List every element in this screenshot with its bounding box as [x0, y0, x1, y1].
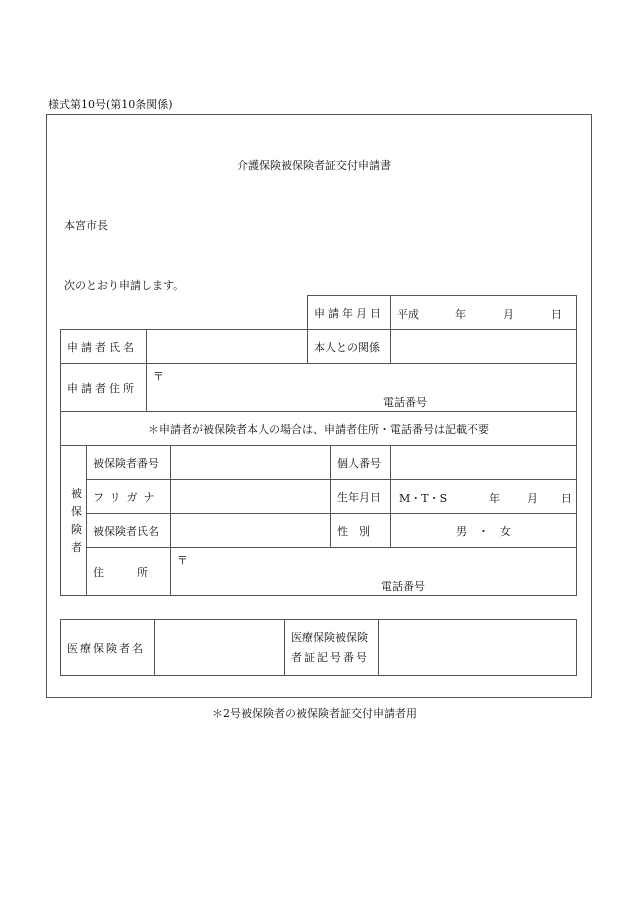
application-day-unit: 日: [551, 308, 562, 321]
application-month-unit: 月: [503, 308, 514, 321]
insured-number-label: 被保険者番号: [87, 446, 171, 480]
application-era: 平成: [397, 308, 419, 321]
medical-card-label-line1: 医療保険被保険: [291, 630, 368, 644]
relation-label: 本人との関係: [308, 330, 391, 364]
application-date-field[interactable]: [391, 296, 577, 330]
application-date-table: [307, 295, 577, 330]
medical-card-label: [285, 620, 379, 676]
intro-text: 次のとおり申請します。: [64, 279, 185, 292]
insured-section-char: 保: [71, 504, 82, 518]
insured-section-char: 険: [71, 522, 82, 536]
insured-section-char: 被: [71, 486, 82, 500]
insured-table: [60, 445, 577, 596]
medical-card-field[interactable]: [379, 620, 577, 676]
insured-name-label: 被保険者氏名: [87, 514, 171, 548]
birthdate-day-unit: 日: [561, 492, 572, 505]
insured-number-field[interactable]: [171, 446, 331, 480]
sex-options[interactable]: 男 ・ 女: [391, 514, 577, 548]
insured-section-label: [61, 446, 87, 596]
applicant-name-field[interactable]: [147, 330, 308, 364]
applicant-address-label: 申請者住所: [61, 364, 147, 412]
medical-insurer-label: 医療保険者名: [61, 620, 155, 676]
medical-table: [60, 619, 577, 676]
insured-address-field[interactable]: [171, 548, 577, 596]
form-number: 様式第10号(第10条関係): [48, 98, 173, 111]
form-title: 介護保険被保険者証交付申請書: [237, 159, 391, 172]
personal-number-label: 個人番号: [331, 446, 391, 480]
birthdate-era-options: M・T・S: [399, 492, 448, 505]
birthdate-label: 生年月日: [331, 480, 391, 514]
insured-phone-label: 電話番号: [381, 580, 425, 593]
medical-card-label-line2: 者証記号番号: [291, 650, 369, 664]
applicant-name-label: 申請者氏名: [61, 330, 147, 364]
sex-label: 性 別: [331, 514, 391, 548]
insured-address-label: 住 所: [87, 548, 171, 596]
applicant-phone-label: 電話番号: [383, 396, 427, 409]
footer-note: ＊2号被保険者の被保険者証交付申請者用: [212, 707, 417, 720]
birthdate-year-unit: 年: [489, 492, 500, 505]
applicant-address-field[interactable]: [147, 364, 577, 412]
medical-insurer-field[interactable]: [155, 620, 285, 676]
insured-name-field[interactable]: [171, 514, 331, 548]
insured-section-char: 者: [71, 540, 82, 554]
application-date-label: 申請年月日: [308, 296, 391, 330]
furigana-label: フリガナ: [87, 480, 171, 514]
furigana-field[interactable]: [171, 480, 331, 514]
addressee: 本宮市長: [64, 219, 108, 232]
applicant-postal-mark: 〒: [153, 370, 164, 383]
relation-field[interactable]: [391, 330, 577, 364]
birthdate-month-unit: 月: [527, 492, 538, 505]
birthdate-field[interactable]: [391, 480, 577, 514]
applicant-table: [60, 329, 577, 446]
application-year-unit: 年: [455, 308, 466, 321]
personal-number-field[interactable]: [391, 446, 577, 480]
applicant-note: ＊申請者が被保険者本人の場合は、申請者住所・電話番号は記載不要: [61, 412, 577, 446]
insured-postal-mark: 〒: [177, 554, 188, 567]
